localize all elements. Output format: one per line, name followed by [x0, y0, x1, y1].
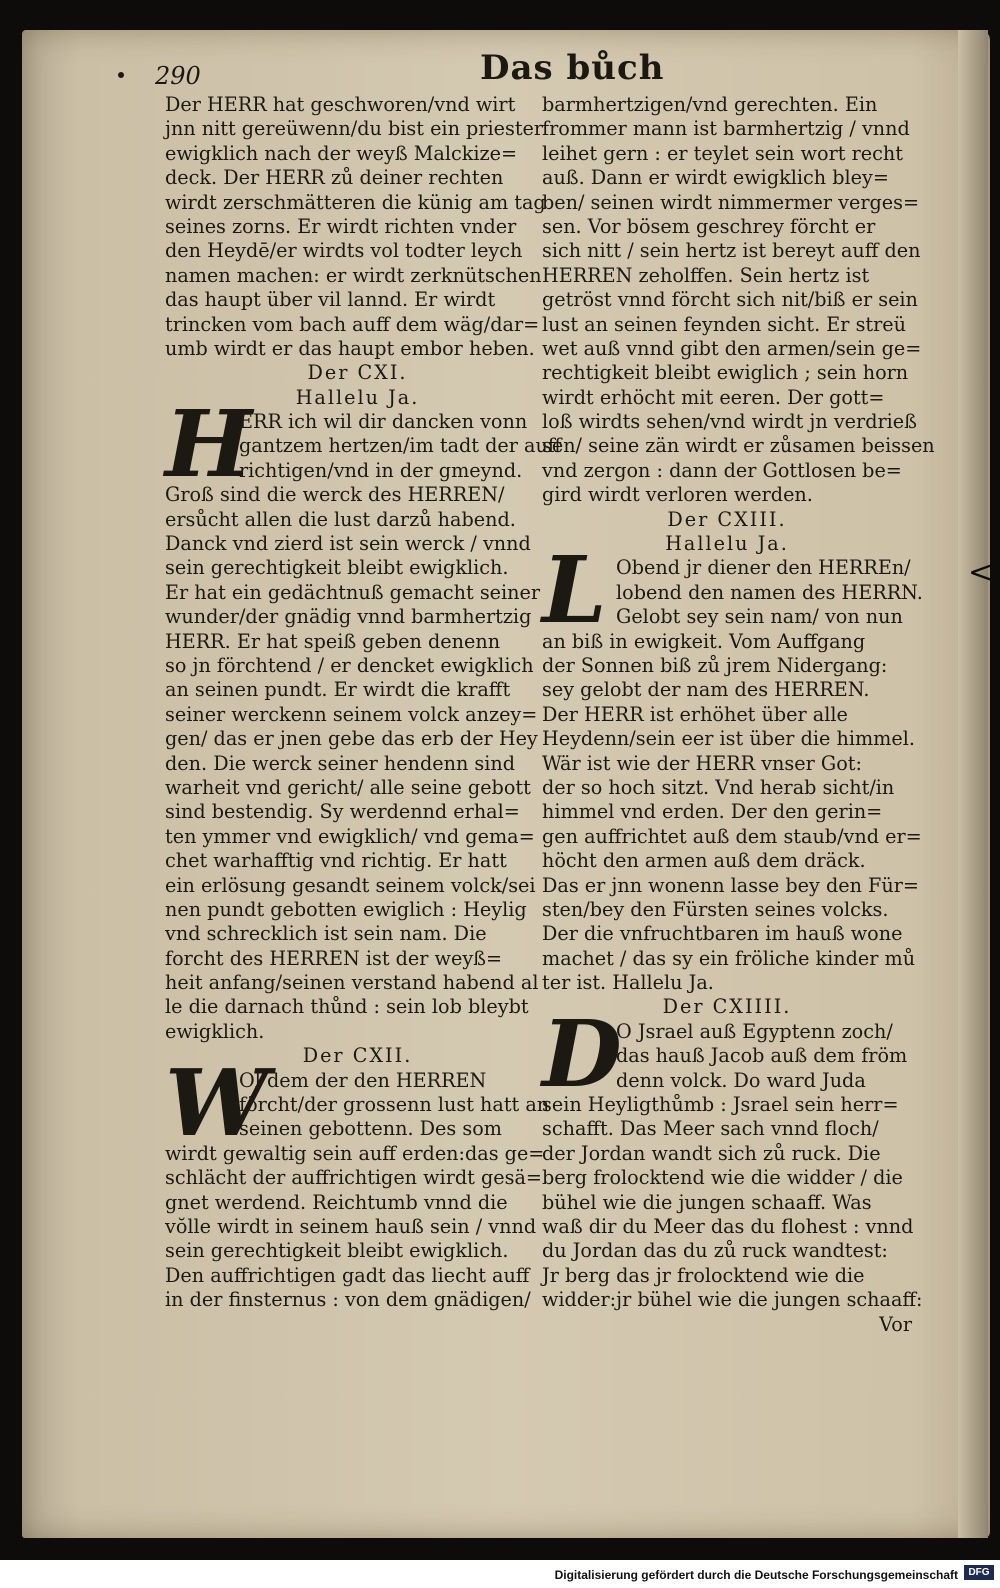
text-line: Groß sind die werck des HERREN/ [165, 483, 505, 507]
text-line: du Jordan das du zů ruck wandtest: [542, 1239, 888, 1263]
text-line: sey gelobt der nam des HERREN. [542, 678, 870, 702]
text-line: gen auffrichtet auß dem staub/vnd er= [542, 824, 922, 848]
text-line: gird wirdt verloren werden. [542, 483, 813, 507]
text-line: in der finsternus : von dem gnädigen/ [165, 1288, 531, 1312]
funding-credit: Digitalisierung gefördert durch die Deutsche Forschungsgemeinschaft [554, 1568, 958, 1582]
text-line: den. Die werck seiner hendenn sind [165, 751, 516, 775]
text-line: schafft. Das Meer sach vnnd floch/ [542, 1117, 879, 1141]
text-line: ter ist. Hallelu Ja. [542, 971, 714, 995]
drop-cap: H [165, 390, 252, 499]
text-line: seinen gebottenn. Des som [239, 1117, 502, 1141]
text-line: chet warhafftig vnd richtig. Er hatt [165, 849, 507, 873]
text-line: rechtigkeit bleibt ewiglich ; sein horn [542, 361, 909, 385]
text-line: ersůcht allen die lust darzů habend. [165, 507, 516, 531]
text-line: Obend jr diener den HERREn/ [616, 556, 911, 580]
catchword: Vor [879, 1312, 912, 1336]
text-line: schlächt der auffrichtigen wirdt gesä= [165, 1166, 542, 1190]
footer-bar [0, 1560, 1000, 1588]
psalm-heading: Der CXI. [307, 361, 408, 385]
text-line: sein gerechtigkeit bleibt ewigklich. [165, 556, 509, 580]
text-line: getröst vnnd förcht sich nit/biß er sein [542, 288, 918, 312]
text-line: barmhertzigen/vnd gerechten. Ein [542, 93, 878, 116]
text-line: deck. Der HERR zů deiner rechten [165, 166, 504, 190]
text-line: berg frolocktend wie die widder / die [542, 1166, 903, 1190]
text-line: Heydenn/sein eer ist über die himmel. [542, 727, 915, 751]
text-line: Danck vnd zierd ist sein werck / vnnd [165, 532, 531, 556]
page-mark [118, 72, 124, 78]
text-line: an seinen pundt. Er wirdt die krafft [165, 678, 511, 702]
right-column [542, 93, 935, 1337]
text-line: wirdt erhöcht mit eeren. Der gott= [542, 385, 885, 409]
psalm-subheading: Hallelu Ja. [295, 385, 420, 409]
text-line: lust an seinen feynden sicht. Er streü [542, 312, 907, 336]
text-line: seines zorns. Er wirdt richten vnder [165, 214, 517, 238]
text-line: so jn förchtend / er dencket ewigklich [165, 653, 534, 677]
text-line: denn volck. Do ward Juda [616, 1068, 866, 1092]
text-line: sein Heyligthůmb : Jsrael sein herr= [542, 1093, 899, 1117]
text-line: trincken vom bach auff dem wäg/dar= [165, 312, 540, 336]
margin-mark: < [968, 555, 994, 590]
text-line: namen machen: er wirdt zerknütschen [165, 263, 542, 287]
text-line: le die darnach thůnd : sein lob bleybt [165, 995, 529, 1019]
text-line: Ol dem der den HERREN [239, 1068, 487, 1092]
text-line: sich nitt / sein hertz ist bereyt auff den [542, 239, 921, 263]
text-line: jnn nitt gereüwenn/du bist ein priester [165, 117, 544, 141]
text-line: frommer mann ist barmhertzig / vnnd [542, 117, 910, 141]
psalm-subheading: Hallelu Ja. [665, 532, 789, 556]
psalm-heading: Der CXII. [302, 1044, 413, 1068]
text-line: gnet werdend. Reichtumb vnnd die [165, 1190, 508, 1214]
page-number: 290 [155, 62, 201, 90]
text-line: bühel wie die jungen schaaff. Was [542, 1190, 872, 1214]
text-line: Er hat ein gedächtnuß gemacht seiner [165, 580, 541, 604]
text-line: wet auß vnnd gibt den armen/sein ge= [542, 336, 922, 360]
text-line: vnd zergon : dann der Gottlosen be= [542, 458, 902, 482]
text-line: sen. Vor bösem geschrey förcht er [542, 214, 876, 238]
text-line: vŏlle wirdt in seinem hauß sein / vnnd [165, 1214, 537, 1238]
page-edge [958, 30, 988, 1538]
text-line: sein gerechtigkeit bleibt ewigklich. [165, 1239, 509, 1263]
text-line: gen/ das er jnen gebe das erb der Hey [165, 727, 538, 751]
text-line: HERR. Er hat speiß geben denenn [165, 629, 501, 653]
text-line: umb wirdt er das haupt embor heben. [165, 336, 535, 360]
text-line: nen pundt gebotten ewiglich : Heylig [165, 897, 527, 921]
text-line: warheit vnd gericht/ alle seine gebott [165, 775, 531, 799]
text-line: Den auffrichtigen gadt das liecht auff [165, 1263, 530, 1287]
text-line: höcht den armen auß dem dräck. [542, 849, 866, 873]
text-line: himmel vnd erden. Der den gerin= [542, 800, 883, 824]
text-line: lobend den namen des HERRN. [616, 580, 923, 604]
text-line: sen/ seine zän wirdt er zůsamen beissen [542, 434, 935, 458]
text-line: Wär ist wie der HERR vnser Got: [542, 751, 862, 775]
text-line: forcht des HERREN ist der weyß= [165, 946, 503, 970]
drop-cap: W [165, 1048, 269, 1157]
text-line: wunder/der gnädig vnnd barmhertzig [165, 605, 532, 629]
text-line: der Sonnen biß zů jrem Nidergang: [542, 653, 888, 677]
text-line: richtigen/vnd in der gmeynd. [239, 458, 523, 482]
text-line: leihet gern : er teylet sein wort recht [542, 141, 903, 165]
text-line: Gelobt sey sein nam/ von nun [616, 605, 903, 629]
text-line: ewigklich. [165, 1019, 265, 1043]
text-line: sind bestendig. Sy werdennd erhal= [165, 800, 520, 824]
psalm-heading: Der CXIII. [667, 507, 787, 531]
text-line: der Jordan wandt sich zů ruck. Die [542, 1141, 881, 1165]
text-line: ein erlösung gesandt seinem volck/sei [165, 873, 536, 897]
text-line: machet / das sy ein fröliche kinder mů [542, 946, 916, 970]
text-line: waß dir du Meer das du flohest : vnnd [542, 1214, 914, 1238]
text-line: ben/ seinen wirdt nimmermer verges= [542, 190, 920, 214]
text-line: widder:jr bühel wie die jungen schaaff: [542, 1288, 923, 1312]
text-line: der so hoch sitzt. Vnd herab sicht/in [542, 775, 895, 799]
psalm-heading: Der CXIIII. [662, 995, 792, 1019]
text-line: das haupt über vil lannd. Er wirdt [165, 288, 496, 312]
text-line: vnd schrecklich ist sein nam. Die [165, 922, 487, 946]
text-line: den Heydē/er wirdts vol todter leych [165, 239, 523, 263]
running-head: Das bůch [480, 48, 665, 88]
text-line: HERREN zeholffen. Sein hertz ist [542, 263, 870, 287]
text-line: ewigklich nach der weyß Malckize= [165, 141, 518, 165]
text-line: wirdt gewaltig sein auff erden:das ge= [165, 1141, 545, 1165]
text-line: Jr berg das jr frolocktend wie die [542, 1263, 865, 1287]
text-line: heit anfang/seinen verstand habend al [165, 971, 539, 995]
text-line: förcht/der grossenn lust hatt an [239, 1093, 550, 1117]
text-line: seiner werckenn seinem volck anzey= [165, 702, 538, 726]
text-line: Der HERR hat geschworen/vnd wirt [165, 93, 516, 116]
text-line: ERR ich wil dir dancken vonn [239, 410, 528, 434]
text-line: Der die vnfruchtbaren im hauß wone [542, 922, 903, 946]
left-column [165, 93, 562, 1313]
text-line: das hauß Jacob auß dem fröm [616, 1044, 908, 1068]
text-line: auß. Dann er wirdt ewigklich bley= [542, 166, 889, 190]
text-line: loß wirdts sehen/vnd wirdt jn verdrieß [542, 410, 917, 434]
text-line: an biß in ewigkeit. Vom Auffgang [542, 629, 866, 653]
drop-cap: L [542, 536, 607, 645]
dfg-logo: DFG [964, 1565, 994, 1580]
text-line: gantzem hertzen/im tadt der auff [239, 434, 562, 458]
text-line: O Jsrael auß Egyptenn zoch/ [616, 1019, 893, 1043]
drop-cap: D [542, 999, 622, 1108]
text-line: ten ymmer vnd ewigklich/ vnd gema= [165, 824, 535, 848]
text-line: Das er jnn wonenn lasse bey den Für= [542, 873, 919, 897]
text-line: Der HERR ist erhöhet über alle [542, 702, 848, 726]
text-line: wirdt zerschmätteren die künig am tag [165, 190, 546, 214]
text-line: sten/bey den Fürsten seines volcks. [542, 897, 889, 921]
